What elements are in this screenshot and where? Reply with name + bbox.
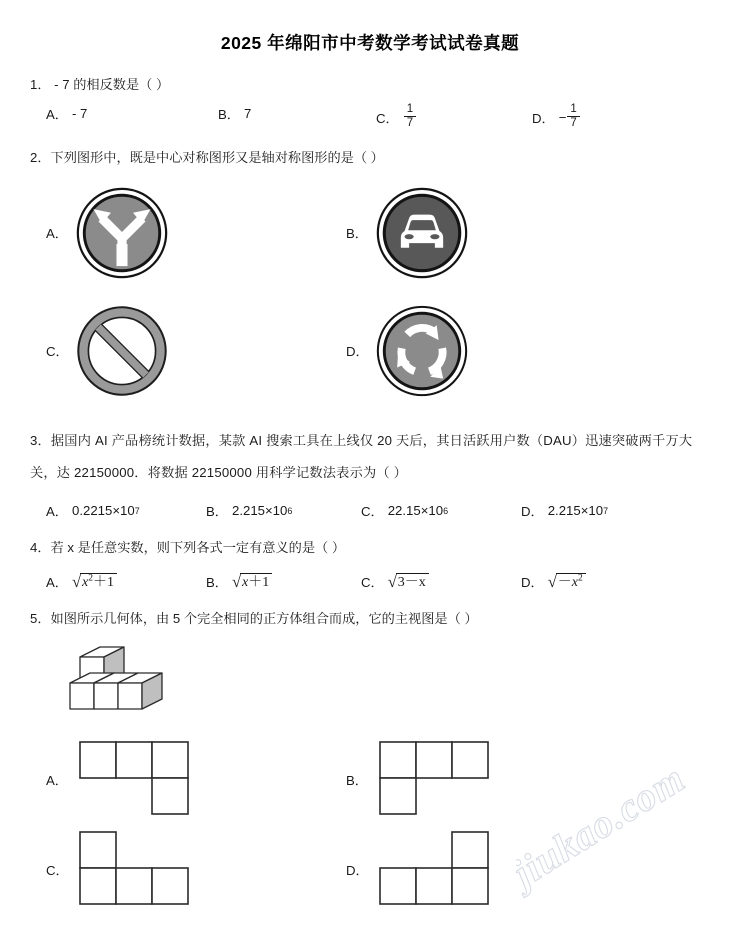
option-label: D． [532,110,555,126]
question-5-option-d[interactable] [346,832,646,906]
radicand-exponent: 2 [88,573,94,584]
front-view-c-icon [78,830,194,908]
option-label: C． [361,504,384,520]
option-label: C． [376,110,399,126]
radical-sign: √ [71,572,82,592]
option-label: A． [46,574,68,590]
question-3-stem-line1: 3．据国内 AI 产品榜统计数据，某款 AI 搜索工具在上线仅 20 天后，其日活跃用户数（DAU）迅速突破两千万大 [30,432,693,448]
fork-arrow-sign-icon [76,187,168,279]
question-2-option-d[interactable] [346,301,646,401]
question-4-options [22,559,718,591]
cube-solid-figure-icon [62,643,212,719]
question-2-stem: 2．下列图形中，既是中心对称图形又是轴对称图形的是（ ） [30,150,384,166]
question-1-stem: 1． - 7 的相反数是（ ） [30,77,170,92]
question-4-option-a[interactable] [46,572,206,591]
option-label: A． [46,504,68,520]
option-text: 7 [243,106,252,122]
option-label: B． [218,107,240,123]
option-label: C． [46,344,69,360]
front-view-a-icon [78,740,194,818]
radicand [240,573,272,591]
option-label: D． [346,862,369,878]
question-4-option-c[interactable] [361,572,521,591]
radical-sign: √ [387,572,397,592]
fraction-numerator: 1 [406,103,414,116]
radicand-base: x [82,575,89,591]
question-4 [22,538,718,590]
option-label: B． [346,226,368,242]
option-label: B． [346,772,368,788]
question-5-stem: 5．如图所示几何体，由 5 个完全相同的正方体组合而成，它的主视图是（ ） [30,610,478,626]
fraction-one-seventh [404,103,416,129]
front-view-d-icon [378,830,494,908]
question-3-stem-line2: 关，达 22150000．将数据 22150000 用科学记数法表示为（ ） [30,465,407,481]
fraction-numerator: 1 [570,103,577,116]
radicand-lead: － [557,575,572,591]
radicand-rest: ＋1 [248,575,270,591]
front-view-b-icon [378,740,494,818]
prohibition-sign-icon [76,305,168,397]
question-3-option-c[interactable]: C． 22.15×10 6 [361,503,449,520]
fraction-denominator: 7 [567,116,579,129]
radicand-exponent: 2 [578,573,583,584]
radical-expression [548,573,586,591]
question-5-option-c[interactable] [46,832,346,906]
question-5-figure [22,629,718,730]
question-3-option-d[interactable]: D． 2.215×10 7 [521,503,609,520]
question-2-option-a[interactable] [46,183,346,283]
watermark-text: jiukao.com [516,770,693,896]
question-3-options [22,489,718,520]
question-4-option-d[interactable] [521,572,586,591]
option-text: - 7 [71,106,88,122]
option-label: D． [521,574,544,590]
option-label: D． [346,344,369,360]
option-label: A． [46,772,68,788]
question-5-options [22,730,718,906]
option-mantissa: 0.2215×10 [71,503,135,519]
question-1-option-d[interactable] [532,104,581,130]
fraction-one-seventh [567,103,579,129]
question-4-option-b[interactable] [206,572,361,591]
question-4-stem: 4．若 x 是任意实数，则下列各式一定有意义的是（ ） [30,540,346,556]
page-title: 2025 年绵阳市中考数学考试试卷真题 [220,33,520,53]
question-2-options [22,169,718,401]
question-1-options [22,95,718,130]
roundabout-sign-icon [376,305,468,397]
option-label: B． [206,504,228,520]
option-mantissa: 22.15×10 [387,503,444,519]
radicand [80,573,117,591]
question-1-option-c[interactable] [376,104,532,130]
radicand-base: x [571,575,578,591]
option-label: B． [206,574,228,590]
question-1 [22,75,718,130]
option-label: A． [46,107,68,123]
question-3 [22,425,718,521]
radicand-rest: 3－x [397,575,426,591]
question-2 [22,148,718,400]
option-label: C． [46,862,69,878]
question-5-option-b[interactable] [346,742,646,816]
car-sign-icon [376,187,468,279]
question-1-option-a[interactable] [46,104,218,123]
question-5-option-a[interactable] [46,742,346,816]
question-2-option-c[interactable] [46,301,346,401]
fraction-denominator: 7 [404,116,416,129]
radical-sign: √ [547,572,557,592]
question-5 [22,609,718,906]
option-mantissa: 2.215×10 [231,503,288,519]
question-1-option-b[interactable] [218,104,376,123]
radicand [556,573,586,591]
option-label: D． [521,504,544,520]
radicand [396,573,429,591]
radical-sign: √ [231,572,242,592]
question-3-option-b[interactable]: B． 2.215×10 6 [206,503,293,520]
question-3-option-a[interactable]: A． 0.2215×10 7 [46,503,140,520]
radical-expression [388,573,429,591]
radical-expression [232,573,272,591]
option-mantissa: 2.215×10 [547,503,604,519]
radicand-rest: ＋1 [93,575,115,591]
option-label: C． [361,574,384,590]
minus-sign: − [558,109,567,125]
question-2-option-b[interactable] [346,183,646,283]
option-label: A． [46,226,68,242]
radicand-base: x [242,575,249,591]
radical-expression [72,573,117,591]
